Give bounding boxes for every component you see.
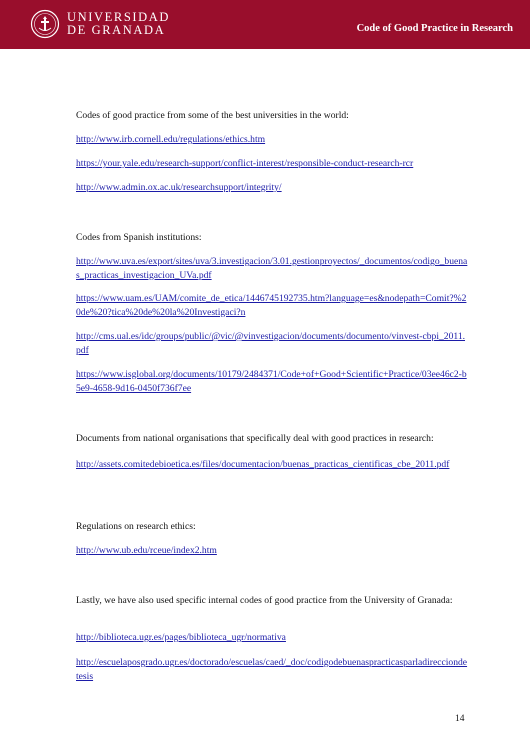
best-universities-intro: Codes of good practice from some of the best universities in the world: <box>76 110 349 121</box>
link-escuela-posgrado[interactable]: http://escuelaposgrado.ugr.es/doctorado/escuelas/caed/_doc/codigodebuenaspracticasparladirecciondetesis <box>76 657 468 682</box>
link-uam[interactable]: https://www.uam.es/UAM/comite_de_etica/1446745192735.htm?language=es&nodepath=Comit?%20de%20?tica%20de%20la%20Investigaci?n <box>76 293 467 318</box>
link-ub-rceue[interactable]: http://www.ub.edu/rceue/index2.htm <box>76 545 217 556</box>
document-title: Code of Good Practice in Research <box>356 23 513 34</box>
link-uva[interactable]: http://www.uva.es/export/sites/uva/3.investigacion/3.01.gestionproyectos/_documentos/codigo_buenas_practicas_investigacion_UVa.pdf <box>76 256 468 281</box>
link-comite-bioetica[interactable]: http://assets.comitedebioetica.es/files/documentacion/buenas_practicas_cientificas_cbe_2011.pdf <box>76 459 450 470</box>
page-header <box>0 0 530 49</box>
university-seal-icon <box>30 9 60 39</box>
page-number: 14 <box>455 714 465 724</box>
link-ual[interactable]: http://cms.ual.es/idc/groups/public/@vic/@vinvestigacion/documents/documento/vinvest-cbpi_2011.pdf <box>76 331 466 356</box>
link-yale[interactable]: https://your.yale.edu/research-support/conflict-interest/responsible-conduct-research-rcr <box>76 158 414 169</box>
link-oxford[interactable]: http://www.admin.ox.ac.uk/researchsupport/integrity/ <box>76 182 282 193</box>
university-name <box>67 11 170 37</box>
regulations-intro: Regulations on research ethics: <box>76 521 196 532</box>
university-name-line2: DE GRANADA <box>67 23 166 37</box>
spanish-institutions-intro: Codes from Spanish institutions: <box>76 232 202 243</box>
link-cornell[interactable]: http://www.irb.cornell.edu/regulations/ethics.htm <box>76 134 266 145</box>
internal-codes-intro: Lastly, we have also used specific internal codes of good practice from the University of Granada: <box>76 595 453 606</box>
link-isglobal[interactable]: https://www.isglobal.org/documents/10179/2484371/Code+of+Good+Scientific+Practice/03ee46c2-b5e9-4658-9d16-0450f736f7ee <box>76 369 467 394</box>
university-name-line1: UNIVERSIDAD <box>67 10 171 24</box>
link-biblioteca-ugr[interactable]: http://biblioteca.ugr.es/pages/biblioteca_ugr/normativa <box>76 632 286 643</box>
national-organisations-intro: Documents from national organisations that specifically deal with good practices in research: <box>76 433 434 444</box>
